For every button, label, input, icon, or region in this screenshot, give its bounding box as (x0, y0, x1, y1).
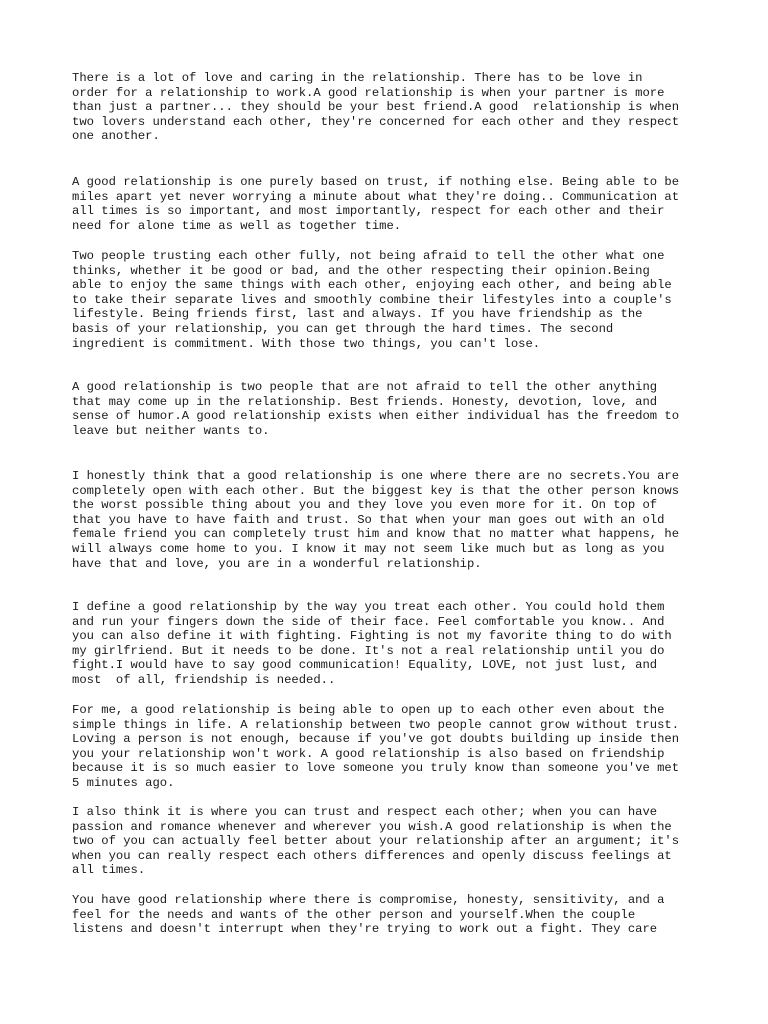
paragraph: A good relationship is one purely based on trust, if nothing else. Being able to be miles apart yet never worrying a minute about what they're doing.. Communication at all times is so important, and most importantly, respect for each other and their need for alone time as well as together time. (72, 175, 680, 233)
paragraph: There is a lot of love and caring in the relationship. There has to be love in order for a relationship to work.A good relationship is when your partner is more than just a partner... they should be your best friend.A good relationship is when two lovers understand each other, they're concerned for each other and they respect one another. (72, 71, 680, 144)
paragraph: For me, a good relationship is being able to open up to each other even about the simple things in life. A relationship between two people cannot grow without trust. Loving a person is not enough, because if you've got doubts building up inside then you your relationship won't work. A good relationship is also based on friendship because it is so much easier to love someone you truly know than someone you've met 5 minutes ago. (72, 703, 680, 790)
paragraph: I honestly think that a good relationship is one where there are no secrets.You are completely open with each other. But the biggest key is that the other person knows the worst possible thing about you and they love you even more for it. On top of that you have to have faith and trust. So that when your man goes out with an old female friend you can completely trust him and know that no matter what happens, he will always come home to you. I know it may not seem like much but as long as you have that and love, you are in a wonderful relationship. (72, 469, 680, 571)
paragraph: I also think it is where you can trust and respect each other; when you can have passion and romance whenever and wherever you wish.A good relationship is when the two of you can actually feel better about your relationship after an argument; it's when you can really respect each others differences and openly discuss feelings at all times. (72, 805, 680, 878)
paragraph: Two people trusting each other fully, not being afraid to tell the other what one thinks, whether it be good or bad, and the other respecting their opinion.Being able to enjoy the same things with each other, enjoying each other, and being able to take their separate lives and smoothly combine their lifestyles into a couple's lifestyle. Being friends first, last and always. If you have friendship as the basis of your relationship, you can get through the hard times. The second ingredient is commitment. With those two things, you can't lose. (72, 249, 672, 351)
paragraph: I define a good relationship by the way you treat each other. You could hold them and run your fingers down the side of their face. Feel comfortable you know.. And you can also define it with fighting. Fighting is not my favorite thing to do with my girlfriend. But it needs to be done. It's not a real relationship until you do fight.I would have to say good communication! Equality, LOVE, not just lust, and most of all, friendship is needed.. (72, 600, 672, 687)
paragraph: You have good relationship where there is compromise, honesty, sensitivity, and a feel for the needs and wants of the other person and yourself.When the couple listens and doesn't interrupt when they're trying to work out a fight. They care (72, 893, 665, 937)
paragraph: A good relationship is two people that are not afraid to tell the other anything that may come up in the relationship. Best friends. Honesty, devotion, love, and sense of humor.A good relationship exists when either individual has the freedom to leave but neither wants to. (72, 380, 680, 438)
